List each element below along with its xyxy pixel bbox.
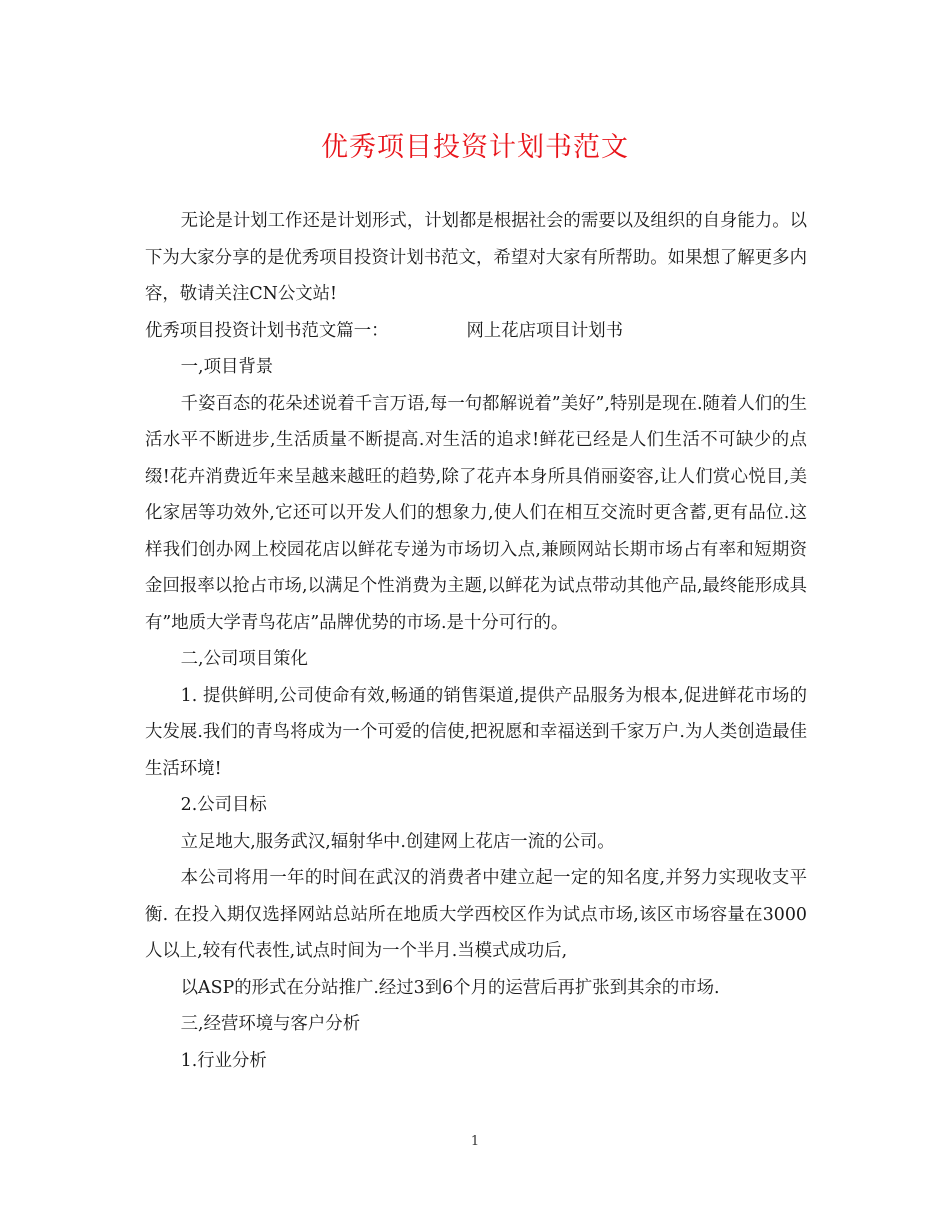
heading-industry-analysis: 1.行业分析 [180,1050,267,1071]
paragraph-plan: 本公司将用一年的时间在武汉的消费者中建立起一定的知名度,并努力实现收支平衡. 在投入期仅选择网站总站所在地质大学西校区作为试点市场,该区市场容量在3000人以上,较有代表性,试点时间为一个半月.当模式成功后, [145,868,807,961]
heading-company-planning: 二,公司项目策化 [180,649,308,669]
document-title: 优秀项目投资计划书范文 [321,132,629,163]
section-name: 网上花店项目计划书 [466,320,624,341]
paragraph-expansion: 以ASP的形式在分站推广.经过3到6个月的运营后再扩张到其余的市场. [180,977,720,998]
section-title-row [145,313,807,350]
document-body [145,203,807,1079]
paragraph-background: 千姿百态的花朵述说着千言万语,每一句都解说着”美好”,特别是现在.随着人们的生活水平不断进步,生活质量不断提高.对生活的追求!鲜花已经是人们生活不可缺少的点缀!花卉消费近年来呈越来越旺的趋势,除了花卉本身所具俏丽姿容,让人们赏心悦目,美化家居等功效外,它还可以开发人们的想象力,使人们在相互交流时更含蓄,更有品位.这样我们创办网上校园花店以鲜花专递为市场切入点,兼顾网站长期市场占有率和短期资金回报率以抢占市场,以满足个性消费为主题,以鲜花为试点带动其他产品,最终能形成具有”地质大学青鸟花店”品牌优势的市场.是十分可行的。 [145,393,807,633]
paragraph-mission: 1. 提供鲜明,公司使命有效,畅通的销售渠道,提供产品服务为根本,促进鲜花市场的大发展.我们的青鸟将成为一个可爱的信使,把祝愿和幸福送到千家万户.为人类创造最佳生活环境! [145,685,807,779]
heading-company-goal: 2.公司目标 [180,795,267,815]
section-label: 优秀项目投资计划书范文篇一： [145,320,389,341]
paragraph-goal: 立足地大,服务武汉,辐射华中.创建网上花店一流的公司。 [180,831,615,852]
page-number: 1 [470,1134,480,1149]
heading-environment: 三,经营环境与客户分析 [180,1014,361,1034]
intro-paragraph: 无论是计划工作还是计划形式，计划都是根据社会的需要以及组织的自身能力。以下为大家分享的是优秀项目投资计划书范文，希望对大家有所帮助。如果想了解更多内容，敬请关注CN公文站! [145,211,807,304]
heading-project-background: 一,项目背景 [180,357,274,377]
section-title-gap [388,313,466,350]
